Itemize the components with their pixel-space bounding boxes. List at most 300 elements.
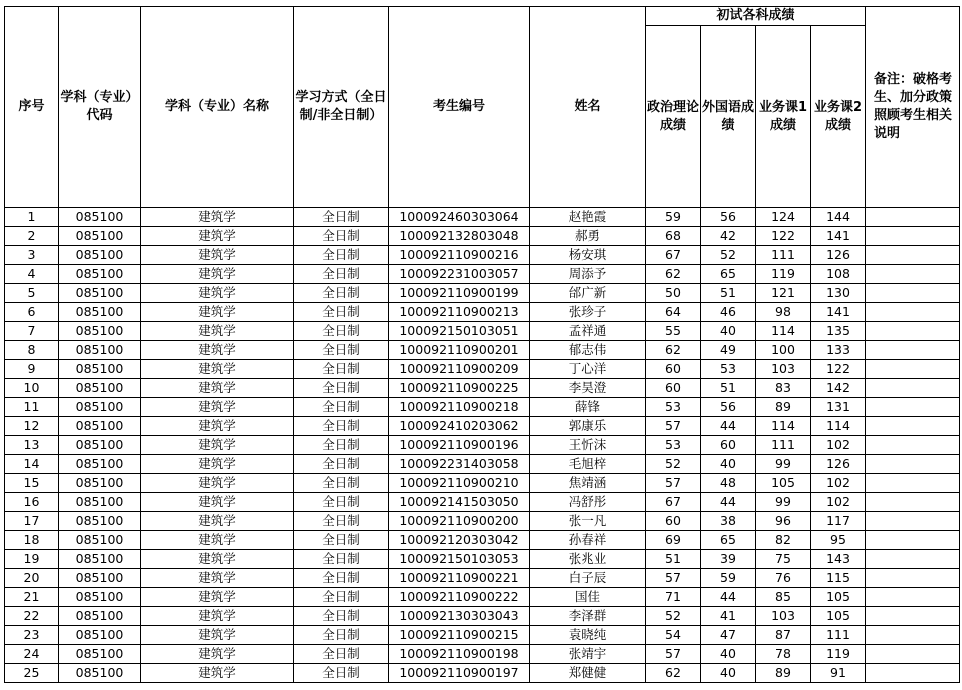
cell-major: 建筑学 — [141, 588, 294, 607]
cell-mode: 全日制 — [294, 341, 389, 360]
cell-course1: 119 — [756, 265, 811, 284]
cell-seq: 22 — [5, 607, 59, 626]
header-course1: 业务课1成绩 — [756, 26, 811, 208]
header-candidate-id: 考生编号 — [389, 7, 530, 208]
cell-note — [866, 455, 960, 474]
cell-candidate-id: 100092110900222 — [389, 588, 530, 607]
table-row — [5, 569, 960, 588]
cell-seq: 6 — [5, 303, 59, 322]
table-row — [5, 645, 960, 664]
cell-major: 建筑学 — [141, 626, 294, 645]
cell-course2: 122 — [811, 360, 866, 379]
cell-candidate-id: 100092110900221 — [389, 569, 530, 588]
cell-code: 085100 — [59, 531, 141, 550]
cell-course2: 144 — [811, 208, 866, 227]
cell-code: 085100 — [59, 417, 141, 436]
cell-politics: 67 — [646, 493, 701, 512]
cell-language: 65 — [701, 531, 756, 550]
cell-name: 薛锋 — [530, 398, 646, 417]
cell-candidate-id: 100092141503050 — [389, 493, 530, 512]
cell-course2: 141 — [811, 227, 866, 246]
cell-candidate-id: 100092110900200 — [389, 512, 530, 531]
table-row — [5, 626, 960, 645]
cell-course2: 141 — [811, 303, 866, 322]
cell-name: 白子辰 — [530, 569, 646, 588]
cell-course2: 143 — [811, 550, 866, 569]
cell-course1: 114 — [756, 322, 811, 341]
cell-name: 王忻沫 — [530, 436, 646, 455]
cell-name: 孟祥通 — [530, 322, 646, 341]
cell-course1: 76 — [756, 569, 811, 588]
cell-code: 085100 — [59, 341, 141, 360]
cell-politics: 60 — [646, 512, 701, 531]
cell-language: 48 — [701, 474, 756, 493]
cell-candidate-id: 100092110900199 — [389, 284, 530, 303]
cell-note — [866, 588, 960, 607]
table-row — [5, 360, 960, 379]
cell-major: 建筑学 — [141, 227, 294, 246]
header-score-group: 初试各科成绩 — [646, 7, 866, 26]
cell-candidate-id: 100092410203062 — [389, 417, 530, 436]
cell-politics: 52 — [646, 455, 701, 474]
table-row — [5, 512, 960, 531]
cell-seq: 7 — [5, 322, 59, 341]
cell-major: 建筑学 — [141, 322, 294, 341]
table-row — [5, 455, 960, 474]
cell-course2: 131 — [811, 398, 866, 417]
cell-mode: 全日制 — [294, 246, 389, 265]
cell-seq: 21 — [5, 588, 59, 607]
cell-course1: 100 — [756, 341, 811, 360]
cell-course2: 119 — [811, 645, 866, 664]
cell-candidate-id: 100092110900198 — [389, 645, 530, 664]
cell-name: 袁晓纯 — [530, 626, 646, 645]
table-row — [5, 588, 960, 607]
cell-name: 张一凡 — [530, 512, 646, 531]
cell-name: 张靖宇 — [530, 645, 646, 664]
cell-note — [866, 208, 960, 227]
cell-language: 40 — [701, 455, 756, 474]
table-row — [5, 303, 960, 322]
table-row — [5, 246, 960, 265]
cell-major: 建筑学 — [141, 512, 294, 531]
cell-language: 53 — [701, 360, 756, 379]
cell-mode: 全日制 — [294, 588, 389, 607]
cell-code: 085100 — [59, 588, 141, 607]
cell-name: 郝勇 — [530, 227, 646, 246]
cell-note — [866, 246, 960, 265]
cell-politics: 51 — [646, 550, 701, 569]
cell-note — [866, 645, 960, 664]
table-body — [5, 208, 960, 683]
cell-major: 建筑学 — [141, 569, 294, 588]
cell-code: 085100 — [59, 398, 141, 417]
header-language: 外国语成绩 — [701, 26, 756, 208]
cell-mode: 全日制 — [294, 645, 389, 664]
cell-seq: 20 — [5, 569, 59, 588]
cell-course2: 114 — [811, 417, 866, 436]
cell-major: 建筑学 — [141, 436, 294, 455]
cell-code: 085100 — [59, 474, 141, 493]
header-code: 学科（专业）代码 — [59, 7, 141, 208]
cell-code: 085100 — [59, 379, 141, 398]
cell-politics: 52 — [646, 607, 701, 626]
cell-seq: 4 — [5, 265, 59, 284]
cell-candidate-id: 100092460303064 — [389, 208, 530, 227]
cell-major: 建筑学 — [141, 341, 294, 360]
cell-mode: 全日制 — [294, 284, 389, 303]
cell-language: 42 — [701, 227, 756, 246]
cell-seq: 10 — [5, 379, 59, 398]
cell-name: 焦靖涵 — [530, 474, 646, 493]
cell-mode: 全日制 — [294, 550, 389, 569]
cell-course2: 117 — [811, 512, 866, 531]
cell-code: 085100 — [59, 303, 141, 322]
header-study-mode: 学习方式（全日制/非全日制） — [294, 7, 389, 208]
cell-mode: 全日制 — [294, 398, 389, 417]
cell-language: 40 — [701, 322, 756, 341]
cell-mode: 全日制 — [294, 531, 389, 550]
cell-course1: 111 — [756, 436, 811, 455]
cell-seq: 25 — [5, 664, 59, 683]
cell-politics: 60 — [646, 360, 701, 379]
cell-mode: 全日制 — [294, 227, 389, 246]
cell-note — [866, 417, 960, 436]
cell-seq: 11 — [5, 398, 59, 417]
cell-major: 建筑学 — [141, 303, 294, 322]
cell-name: 杨安琪 — [530, 246, 646, 265]
cell-politics: 67 — [646, 246, 701, 265]
cell-name: 张兆业 — [530, 550, 646, 569]
cell-code: 085100 — [59, 569, 141, 588]
cell-name: 郭康乐 — [530, 417, 646, 436]
cell-note — [866, 550, 960, 569]
cell-politics: 68 — [646, 227, 701, 246]
cell-mode: 全日制 — [294, 322, 389, 341]
cell-politics: 71 — [646, 588, 701, 607]
cell-language: 51 — [701, 379, 756, 398]
cell-candidate-id: 100092231403058 — [389, 455, 530, 474]
cell-politics: 54 — [646, 626, 701, 645]
cell-seq: 17 — [5, 512, 59, 531]
table-row — [5, 493, 960, 512]
cell-politics: 62 — [646, 265, 701, 284]
cell-seq: 19 — [5, 550, 59, 569]
cell-note — [866, 436, 960, 455]
table-row — [5, 607, 960, 626]
cell-mode: 全日制 — [294, 436, 389, 455]
cell-code: 085100 — [59, 550, 141, 569]
cell-mode: 全日制 — [294, 474, 389, 493]
table-row — [5, 284, 960, 303]
cell-mode: 全日制 — [294, 303, 389, 322]
cell-seq: 18 — [5, 531, 59, 550]
cell-code: 085100 — [59, 360, 141, 379]
cell-course1: 89 — [756, 664, 811, 683]
cell-note — [866, 607, 960, 626]
cell-seq: 12 — [5, 417, 59, 436]
cell-course2: 105 — [811, 607, 866, 626]
cell-note — [866, 322, 960, 341]
cell-course2: 102 — [811, 436, 866, 455]
cell-major: 建筑学 — [141, 550, 294, 569]
cell-name: 郑健健 — [530, 664, 646, 683]
cell-course1: 89 — [756, 398, 811, 417]
table-row — [5, 531, 960, 550]
cell-code: 085100 — [59, 284, 141, 303]
cell-candidate-id: 100092110900218 — [389, 398, 530, 417]
cell-mode: 全日制 — [294, 379, 389, 398]
cell-seq: 23 — [5, 626, 59, 645]
cell-seq: 16 — [5, 493, 59, 512]
header-politics: 政治理论成绩 — [646, 26, 701, 208]
cell-language: 49 — [701, 341, 756, 360]
cell-course1: 87 — [756, 626, 811, 645]
cell-course1: 98 — [756, 303, 811, 322]
cell-candidate-id: 100092110900213 — [389, 303, 530, 322]
cell-note — [866, 379, 960, 398]
cell-candidate-id: 100092130303043 — [389, 607, 530, 626]
cell-note — [866, 569, 960, 588]
cell-language: 44 — [701, 417, 756, 436]
cell-course2: 130 — [811, 284, 866, 303]
cell-major: 建筑学 — [141, 607, 294, 626]
cell-language: 56 — [701, 398, 756, 417]
cell-course1: 78 — [756, 645, 811, 664]
cell-politics: 62 — [646, 341, 701, 360]
cell-politics: 57 — [646, 569, 701, 588]
cell-major: 建筑学 — [141, 208, 294, 227]
cell-language: 44 — [701, 588, 756, 607]
cell-candidate-id: 100092110900209 — [389, 360, 530, 379]
cell-seq: 9 — [5, 360, 59, 379]
cell-code: 085100 — [59, 664, 141, 683]
cell-language: 52 — [701, 246, 756, 265]
cell-language: 39 — [701, 550, 756, 569]
cell-code: 085100 — [59, 512, 141, 531]
cell-course1: 103 — [756, 360, 811, 379]
cell-name: 国佳 — [530, 588, 646, 607]
header-seq: 序号 — [5, 7, 59, 208]
cell-politics: 62 — [646, 664, 701, 683]
score-table — [4, 6, 960, 683]
cell-note — [866, 284, 960, 303]
header-note: 备注：破格考生、加分政策照顾考生相关说明 — [866, 7, 960, 208]
cell-politics: 59 — [646, 208, 701, 227]
cell-note — [866, 360, 960, 379]
cell-course2: 108 — [811, 265, 866, 284]
cell-course2: 102 — [811, 474, 866, 493]
cell-politics: 53 — [646, 398, 701, 417]
cell-major: 建筑学 — [141, 493, 294, 512]
cell-mode: 全日制 — [294, 455, 389, 474]
cell-major: 建筑学 — [141, 284, 294, 303]
table-row — [5, 550, 960, 569]
cell-course2: 126 — [811, 246, 866, 265]
cell-course1: 99 — [756, 493, 811, 512]
cell-major: 建筑学 — [141, 246, 294, 265]
cell-name: 李泽群 — [530, 607, 646, 626]
cell-candidate-id: 100092231003057 — [389, 265, 530, 284]
cell-candidate-id: 100092110900216 — [389, 246, 530, 265]
cell-mode: 全日制 — [294, 417, 389, 436]
cell-seq: 3 — [5, 246, 59, 265]
cell-course1: 122 — [756, 227, 811, 246]
cell-code: 085100 — [59, 626, 141, 645]
table-row — [5, 379, 960, 398]
cell-mode: 全日制 — [294, 512, 389, 531]
table-row — [5, 227, 960, 246]
cell-note — [866, 512, 960, 531]
cell-language: 60 — [701, 436, 756, 455]
cell-major: 建筑学 — [141, 417, 294, 436]
cell-course2: 91 — [811, 664, 866, 683]
cell-name: 张珍子 — [530, 303, 646, 322]
cell-course2: 115 — [811, 569, 866, 588]
cell-code: 085100 — [59, 455, 141, 474]
cell-note — [866, 265, 960, 284]
cell-seq: 24 — [5, 645, 59, 664]
cell-politics: 53 — [646, 436, 701, 455]
cell-language: 44 — [701, 493, 756, 512]
cell-politics: 57 — [646, 417, 701, 436]
cell-note — [866, 664, 960, 683]
table-row — [5, 436, 960, 455]
cell-code: 085100 — [59, 436, 141, 455]
cell-language: 47 — [701, 626, 756, 645]
cell-course1: 99 — [756, 455, 811, 474]
cell-name: 赵艳霞 — [530, 208, 646, 227]
cell-name: 毛旭梓 — [530, 455, 646, 474]
cell-code: 085100 — [59, 645, 141, 664]
cell-course1: 121 — [756, 284, 811, 303]
cell-major: 建筑学 — [141, 398, 294, 417]
cell-language: 40 — [701, 664, 756, 683]
cell-candidate-id: 100092110900196 — [389, 436, 530, 455]
cell-course2: 133 — [811, 341, 866, 360]
cell-course1: 82 — [756, 531, 811, 550]
cell-major: 建筑学 — [141, 645, 294, 664]
cell-language: 41 — [701, 607, 756, 626]
cell-course2: 111 — [811, 626, 866, 645]
table-row — [5, 208, 960, 227]
cell-code: 085100 — [59, 265, 141, 284]
cell-course2: 142 — [811, 379, 866, 398]
cell-mode: 全日制 — [294, 569, 389, 588]
cell-name: 周添予 — [530, 265, 646, 284]
cell-mode: 全日制 — [294, 265, 389, 284]
cell-name: 郁志伟 — [530, 341, 646, 360]
cell-mode: 全日制 — [294, 493, 389, 512]
cell-major: 建筑学 — [141, 265, 294, 284]
table-row — [5, 322, 960, 341]
cell-code: 085100 — [59, 246, 141, 265]
table-row — [5, 341, 960, 360]
cell-candidate-id: 100092110900201 — [389, 341, 530, 360]
cell-major: 建筑学 — [141, 474, 294, 493]
cell-course1: 111 — [756, 246, 811, 265]
cell-mode: 全日制 — [294, 208, 389, 227]
cell-name: 邰广新 — [530, 284, 646, 303]
cell-code: 085100 — [59, 322, 141, 341]
cell-course1: 75 — [756, 550, 811, 569]
cell-course2: 102 — [811, 493, 866, 512]
cell-language: 51 — [701, 284, 756, 303]
cell-name: 李昊澄 — [530, 379, 646, 398]
cell-major: 建筑学 — [141, 664, 294, 683]
table-row — [5, 474, 960, 493]
table-row — [5, 417, 960, 436]
cell-politics: 57 — [646, 474, 701, 493]
cell-mode: 全日制 — [294, 664, 389, 683]
cell-language: 56 — [701, 208, 756, 227]
cell-code: 085100 — [59, 227, 141, 246]
cell-candidate-id: 100092150103053 — [389, 550, 530, 569]
cell-politics: 64 — [646, 303, 701, 322]
cell-politics: 55 — [646, 322, 701, 341]
cell-name: 丁心洋 — [530, 360, 646, 379]
cell-politics: 57 — [646, 645, 701, 664]
cell-seq: 1 — [5, 208, 59, 227]
cell-language: 46 — [701, 303, 756, 322]
cell-candidate-id: 100092132803048 — [389, 227, 530, 246]
cell-candidate-id: 100092110900215 — [389, 626, 530, 645]
cell-major: 建筑学 — [141, 531, 294, 550]
cell-course1: 103 — [756, 607, 811, 626]
cell-course1: 114 — [756, 417, 811, 436]
cell-candidate-id: 100092120303042 — [389, 531, 530, 550]
cell-candidate-id: 100092110900197 — [389, 664, 530, 683]
cell-course2: 95 — [811, 531, 866, 550]
cell-major: 建筑学 — [141, 455, 294, 474]
cell-language: 38 — [701, 512, 756, 531]
cell-note — [866, 341, 960, 360]
cell-major: 建筑学 — [141, 360, 294, 379]
cell-name: 孙春祥 — [530, 531, 646, 550]
cell-note — [866, 493, 960, 512]
cell-politics: 50 — [646, 284, 701, 303]
cell-language: 40 — [701, 645, 756, 664]
cell-seq: 14 — [5, 455, 59, 474]
cell-seq: 13 — [5, 436, 59, 455]
cell-note — [866, 531, 960, 550]
cell-language: 65 — [701, 265, 756, 284]
cell-mode: 全日制 — [294, 626, 389, 645]
cell-note — [866, 626, 960, 645]
cell-course1: 83 — [756, 379, 811, 398]
cell-note — [866, 303, 960, 322]
cell-code: 085100 — [59, 493, 141, 512]
cell-note — [866, 474, 960, 493]
cell-course2: 105 — [811, 588, 866, 607]
cell-politics: 60 — [646, 379, 701, 398]
cell-name: 冯舒彤 — [530, 493, 646, 512]
cell-course2: 126 — [811, 455, 866, 474]
cell-seq: 5 — [5, 284, 59, 303]
header-name: 姓名 — [530, 7, 646, 208]
cell-code: 085100 — [59, 208, 141, 227]
cell-code: 085100 — [59, 607, 141, 626]
table-row — [5, 664, 960, 683]
cell-course1: 96 — [756, 512, 811, 531]
cell-candidate-id: 100092110900225 — [389, 379, 530, 398]
cell-note — [866, 227, 960, 246]
cell-politics: 69 — [646, 531, 701, 550]
cell-seq: 8 — [5, 341, 59, 360]
cell-course1: 105 — [756, 474, 811, 493]
table-row — [5, 265, 960, 284]
cell-language: 59 — [701, 569, 756, 588]
